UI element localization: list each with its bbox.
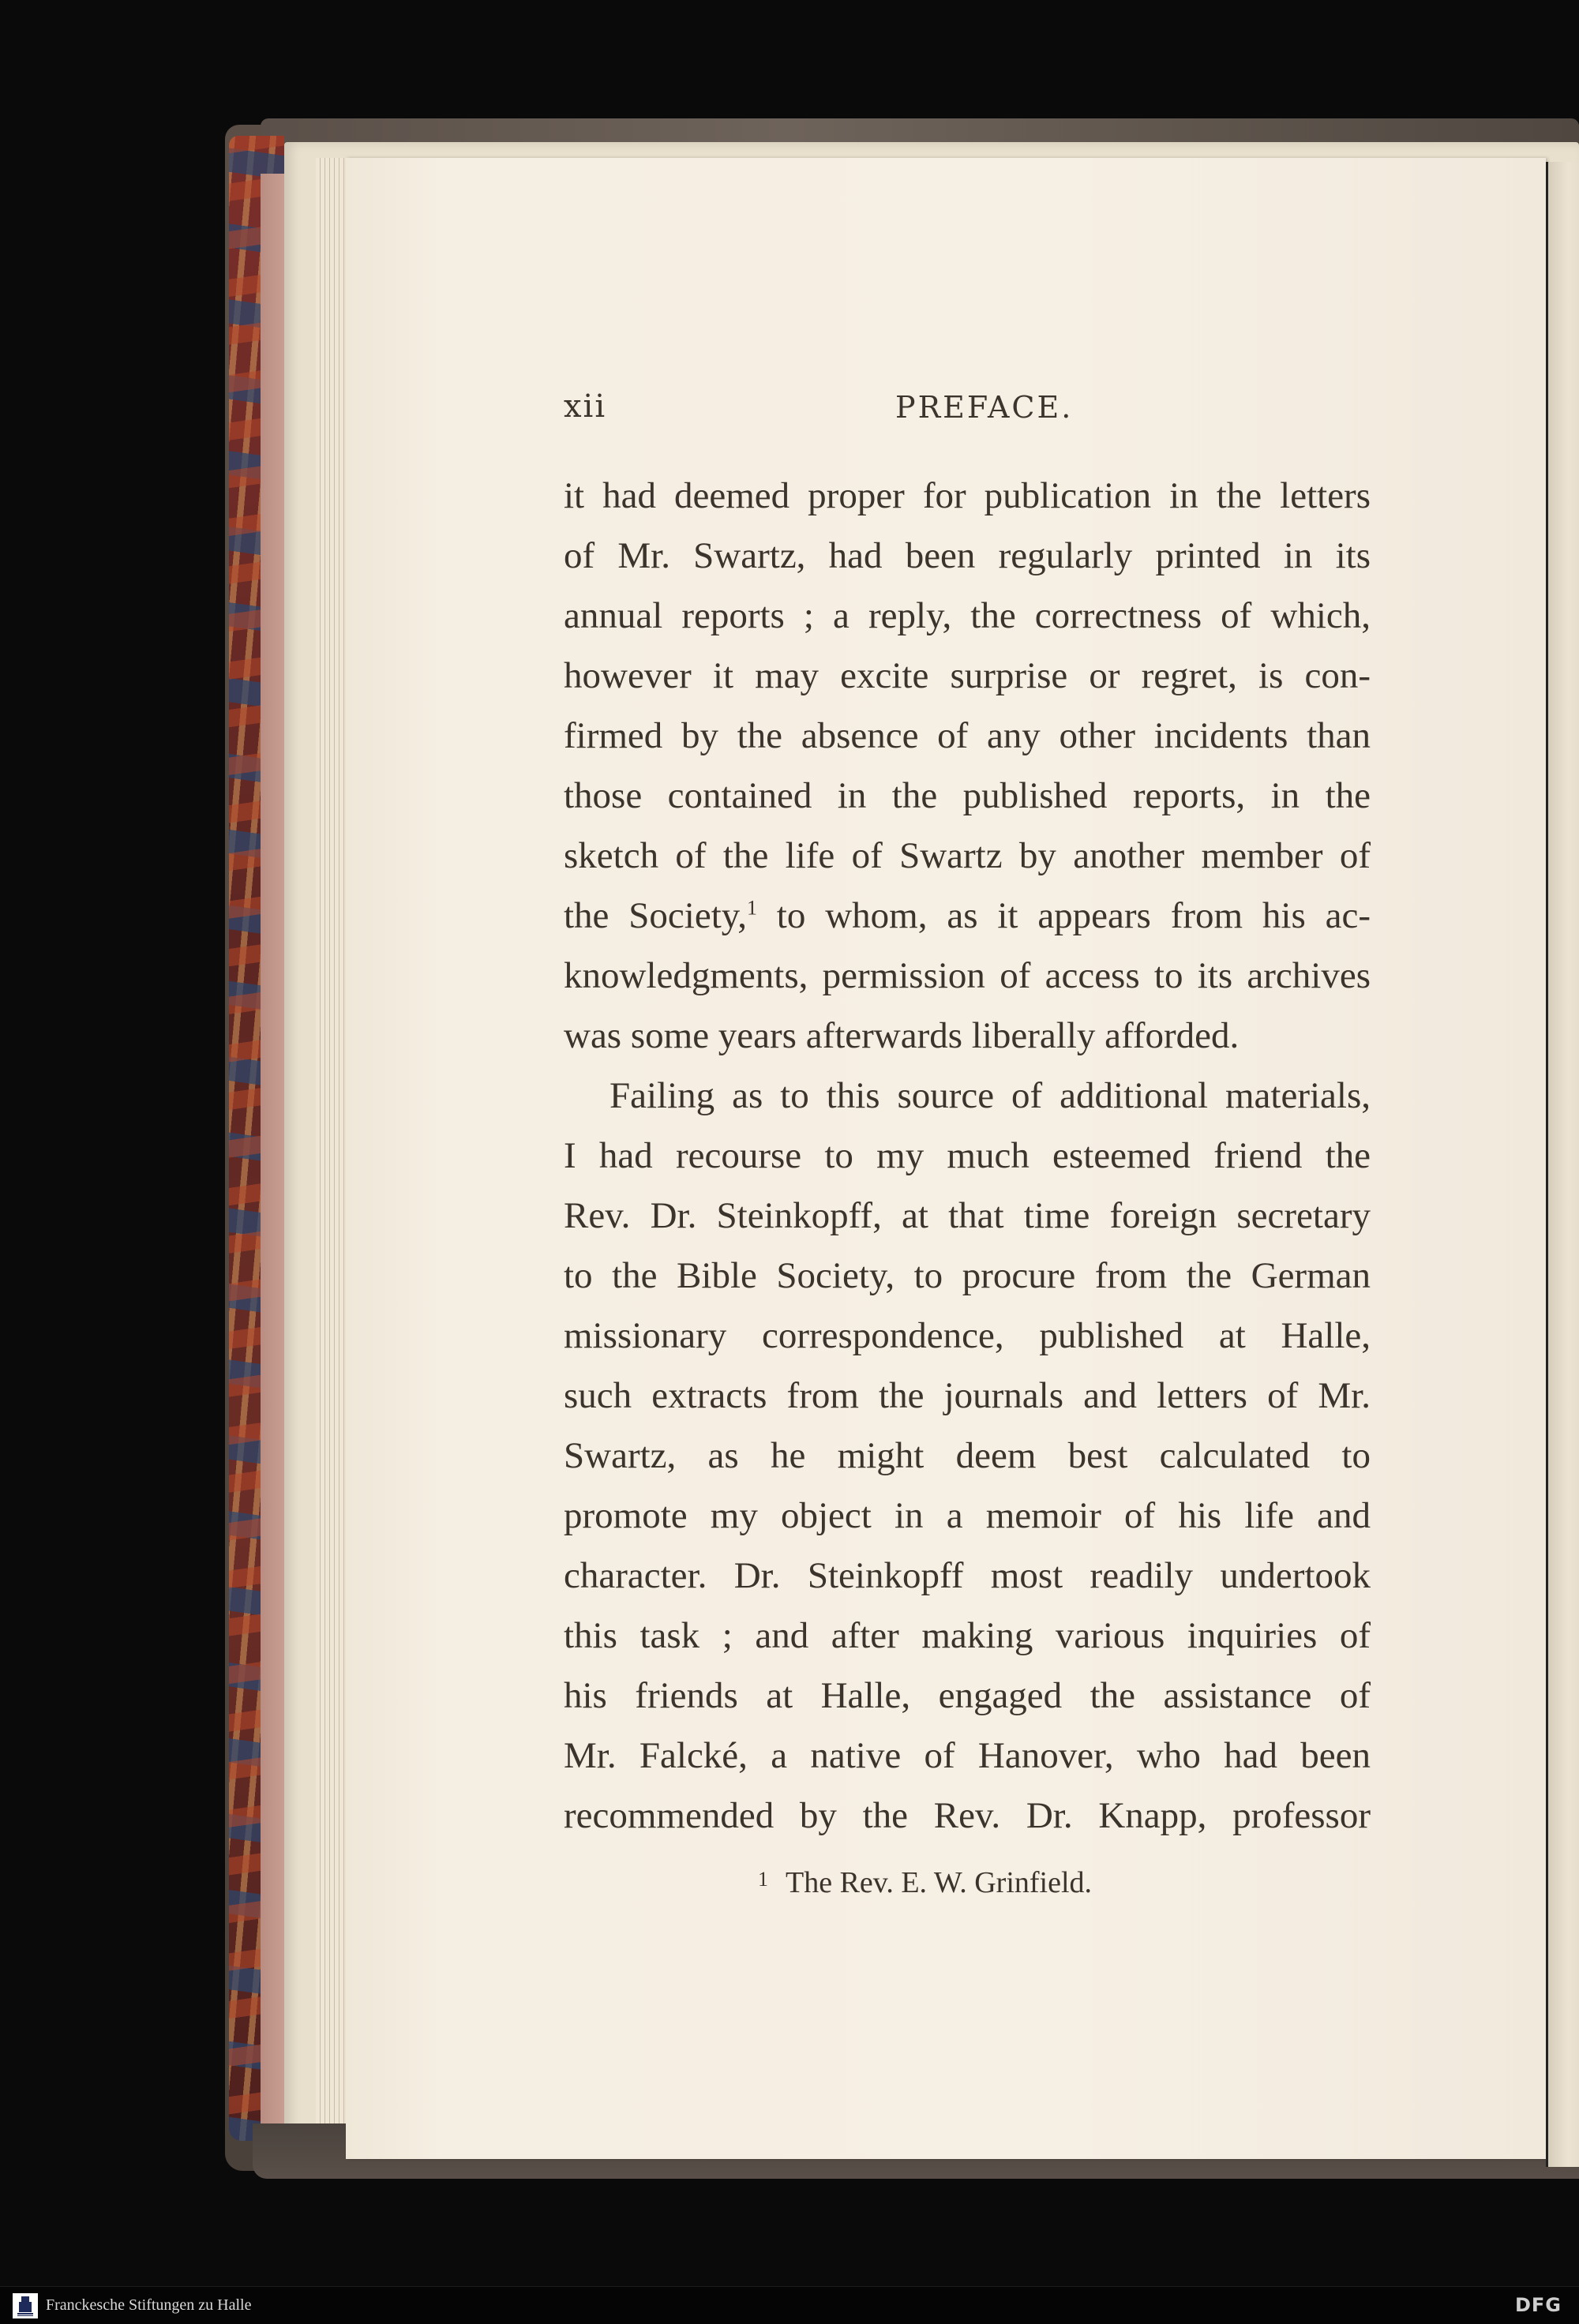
text-fragment: the Society,: [564, 895, 747, 936]
institution-name: Franckesche Stiftungen zu Halle: [46, 2296, 252, 2314]
facing-page-edge: [1546, 162, 1579, 2167]
body-text: [564, 466, 1371, 1846]
running-title: PREFACE.: [895, 390, 1074, 425]
text-line: this task ; and after making various inquiries of: [564, 1615, 1371, 1656]
text-line: annual reports ; a reply, the correctness of which,: [564, 595, 1371, 636]
dfg-logo: DFG: [1514, 2294, 1562, 2316]
text-fragment: to whom, as it appears from his ac-: [756, 895, 1371, 936]
footnote-text: The Rev. E. W. Grinfield.: [786, 1866, 1093, 1899]
institution-logo-icon: [13, 2293, 38, 2318]
text-line: promote my object in a memoir of his life and: [564, 1495, 1371, 1536]
text-line: Mr. Falcké, a native of Hanover, who had been: [564, 1735, 1371, 1776]
text-line: those contained in the published reports, in the: [564, 775, 1371, 816]
text-line: to the Bible Society, to procure from the German: [564, 1255, 1371, 1296]
paragraph-start-line: Failing as to this source of additional materials,: [609, 1075, 1371, 1116]
text-line: I had recourse to my much esteemed friend the: [564, 1135, 1371, 1176]
text-line: recommended by the Rev. Dr. Knapp, professor: [564, 1795, 1371, 1836]
text-line: sketch of the life of Swartz by another member of: [564, 835, 1371, 876]
text-line: Swartz, as he might deem best calculated to: [564, 1435, 1371, 1476]
footnote: [758, 1865, 1092, 1900]
text-line: firmed by the absence of any other incidents than: [564, 715, 1371, 756]
footnote-reference: 1: [746, 896, 757, 920]
text-line: Rev. Dr. Steinkopff, at that time foreign secretary: [564, 1195, 1371, 1236]
text-line: character. Dr. Steinkopff most readily undertook: [564, 1555, 1371, 1596]
running-head: [564, 388, 1369, 426]
text-line: missionary correspondence, published at Halle,: [564, 1315, 1371, 1356]
text-line: of Mr. Swartz, had been regularly printed in its: [564, 535, 1371, 576]
text-line: his friends at Halle, engaged the assistance of: [564, 1675, 1371, 1716]
text-line: however it may excite surprise or regret, is con-: [564, 655, 1371, 696]
text-line: was some years afterwards liberally afforded.: [564, 1015, 1240, 1056]
text-line: it had deemed proper for publication in the letters: [564, 475, 1371, 516]
viewer-footer: [0, 2286, 1579, 2324]
text-line-with-footnote: [564, 886, 1371, 946]
page-number: xii: [564, 388, 607, 425]
text-line: such extracts from the journals and letters of Mr.: [564, 1375, 1371, 1416]
text-line: knowledgments, permission of access to its archives: [564, 955, 1371, 996]
footnote-mark: 1: [758, 1868, 768, 1891]
